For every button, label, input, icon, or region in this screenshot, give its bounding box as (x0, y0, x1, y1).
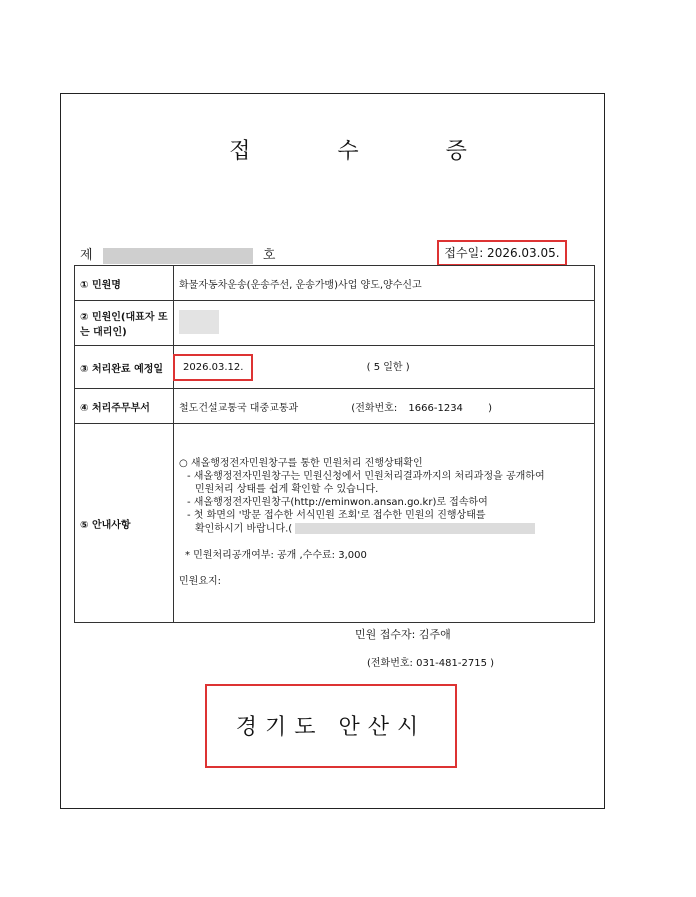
department-phone: 1666-1234 (408, 402, 463, 414)
guide-line: 민원처리 상태를 쉽게 확인할 수 있습니다. (195, 484, 379, 496)
table-row (75, 346, 595, 389)
redacted-applicant (179, 310, 219, 334)
receipt-date: 접수일: 2026.03.05. (437, 240, 567, 266)
complaint-summary-label: 민원요지: (179, 575, 222, 587)
guide-line (179, 523, 589, 536)
guide-heading: ○ 새올행정전자민원창구를 통한 민원처리 진행상태확인 (179, 458, 423, 470)
guide-line: - 첫 화면의 '방문 접수한 서식민원 조회'로 접수한 민원의 진행상태를 (187, 510, 486, 522)
department-cell (174, 389, 595, 424)
table-row (75, 266, 595, 301)
row-label: ⑤ 안내사항 (75, 424, 174, 623)
table-row (75, 301, 595, 346)
guide-line: - 새올행정전자민원창구는 민원신청에서 민원처리결과까지의 처리과정을 공개하여 (187, 471, 545, 483)
redacted-text (295, 523, 535, 534)
applicant-cell (174, 301, 595, 346)
disclosure-fee: * 민원처리공개여부: 공개 ,수수료: 3,000 (185, 549, 367, 561)
department: 철도건설교통국 대중교통과 (179, 402, 299, 414)
table-row (75, 424, 595, 623)
phone-label: (전화번호: (351, 402, 398, 414)
issuer-box (205, 684, 457, 768)
guide-line: - 새올행정전자민원창구(http://eminwon.ansan.go.kr)로 접속하여 (187, 497, 488, 509)
issuer-city: 경기도 안산시 (235, 715, 427, 740)
guide-line-text: 확인하시기 바랍니다.( (195, 523, 293, 535)
redacted-number (103, 248, 253, 264)
receipt-number (80, 244, 275, 264)
guide-cell (174, 424, 595, 623)
row-label: ④ 처리주무부서 (75, 389, 174, 424)
due-date-cell (174, 346, 595, 389)
receipt-table (74, 265, 595, 623)
due-date: 2026.03.12. (173, 354, 253, 381)
complaint-name: 화물자동차운송(운송주선, 운송가맹)사업 양도,양수신고 (174, 266, 595, 301)
receiver-phone: (전화번호: 031-481-2715 ) (367, 658, 495, 669)
table-row (75, 389, 595, 424)
number-prefix: 제 (80, 248, 93, 263)
receiver: 민원 접수자: 김주애 (355, 628, 451, 641)
number-suffix: 호 (262, 248, 276, 263)
document-title: 접 수 증 (229, 139, 507, 164)
row-label: ③ 처리완료 예정일 (75, 346, 174, 389)
due-days: ( 5 일한 ) (366, 361, 410, 373)
phone-close: ) (488, 402, 493, 414)
row-label: ① 민원명 (75, 266, 174, 301)
row-label: ② 민원인(대표자 또는 대리인) (75, 301, 174, 346)
